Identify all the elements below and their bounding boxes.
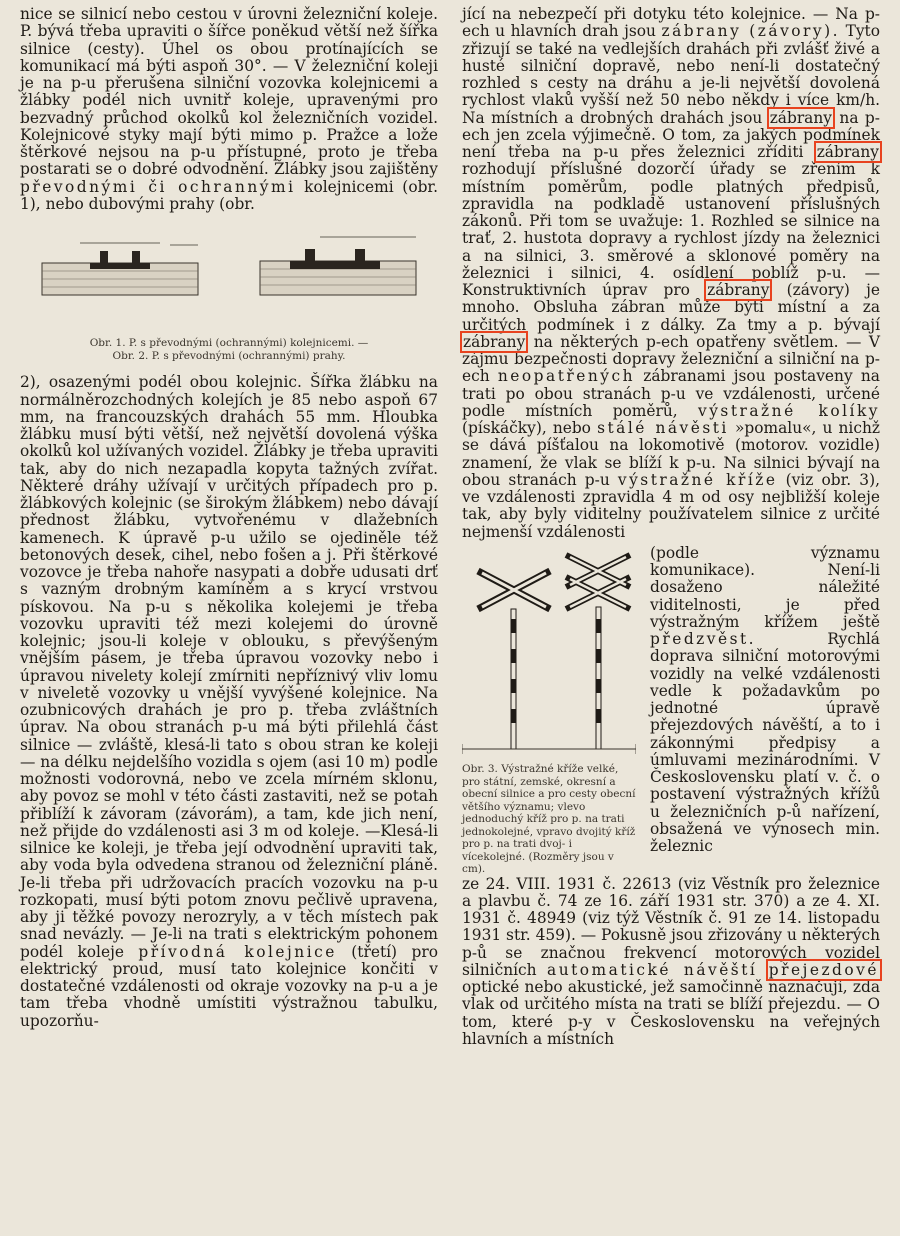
figure-3-wrap <box>462 545 880 876</box>
text-run: (pískáčky), nebo <box>462 419 591 437</box>
spaced-term: výstražné kříže <box>617 470 778 489</box>
text-run: nice se silnicí nebo cestou v úrovni železniční koleje. P. bývá třeba upraviti o šířce poněkud větší než šířka silnice (cesty). Úhel os obou protínajících se komunikací má býti aspoň 30°. — V železniční koleji je na p-u přerušena silniční vozovka kolejnicemi a žlábky podél nich uvnitř koleje, upravenými pro bezvadný průchod okolků kol železničních vozidel. Kolejnicové styky mají býti mimo p. Pražce a lože štěrkové nejsou na p-u přístupné, proto je třeba postarati se o dobré odvodnění. Žlábky jsou zajištěny <box>20 5 438 179</box>
text-run: zábranami jsou postaveny na trati po obou stranách p-u ve vzdálenosti, určené podle místních poměrů, <box>462 367 880 420</box>
spaced-term: přívodná kolejnice <box>138 942 337 961</box>
text-run: (viz obr. 3), ve vzdálenosti zpravidla 4 m od osy nejbližší koleje tak, aby byly viditelny používatelem silnice z určité nejmenší vzdálenosti <box>462 470 880 541</box>
figure-1-2 <box>20 223 438 362</box>
spaced-term: předzvěst. <box>650 630 757 648</box>
figure-3 <box>462 549 636 876</box>
text-run: na některých p-ech opatřeny světlem. — V zájmu bezpečnosti dopravy železniční a silniční na p-ech <box>462 332 880 386</box>
text-run: Tyto zřizují se také na vedlejších drahách při zvlášť živé a husté silniční dopravě, nebo není-li dostatečný rozhled s cesty na dráhu a je-li největší dovolená rychlost vlaků vyšší než 50 nebo někdy i více km/h. Na místních a drobných drahách jsou <box>462 22 880 127</box>
figure-caption <box>20 337 438 362</box>
spaced-term: stálé návěsti <box>597 419 729 437</box>
text-run: kolejnicemi (obr. 1), nebo dubovými prahy (obr. <box>20 177 438 213</box>
spaced-term: zábrany (závory). <box>661 22 841 41</box>
text-run: jící na nebezpečí při dotyku této kolejnice. — Na p-ech u hlavních drah jsou <box>462 5 880 41</box>
text-run: (třetí) pro elektrický proud, musí tato kolejnice končiti v dostatečné vzdálenosti od okraje vozovky na p-u a je tam třeba vhodně umístiti výstražnou tabulku, upozorňu- <box>20 942 438 1030</box>
text-run: ze 24. VIII. 1931 č. 22613 (viz Věstník pro železnice a plavbu č. 74 ze 16. září 1931 str. 370) a ze 4. XI. 1931 č. 48949 (viz týž Věstník č. 91 ze 14. listopadu 1931 str. 459). — Pokusně jsou zřizovány u některých p-ů se značnou frekvencí motorových vozidel silničních <box>462 874 880 979</box>
paragraph <box>462 876 880 1049</box>
paragraph <box>20 6 438 213</box>
left-column <box>20 6 438 1030</box>
text-run: 2), osazenými podél obou kolejnic. Šířka žlábku na normálněrozchodných kolejích je 85 nebo aspoň 67 mm, na francouzských drahách 55 mm. Hloubka žlábku musí býti větší, než největší dovolená výška okolků kol užívaných vozidel. Žlábky je třeba upraviti tak, aby do nich nezapadla kopyta tažných zvířat. Některé dráhy užívají v určitých případech pro p. žlábkových kolejnic (se širokým žlábkem) nebo dávají přednost žlábku, vytvořenému v dlažebních kamenech. K úpravě p-u užilo se ojediněle též betonových desek, cihel, nebo fošen a j. Při štěrkové vozovce je třeba nahoře nasypati a dobře udusati drť s vazným drobným kamíněm a s krycí vrstvou pískovou. Na p-u s několika kolejemi je třeba vozovku upraviti též mezi kolejemi do úrovně kolejnic; jsou-li koleje v oblouku, s převýšeným vnějším pásem, je třeba úpravou vozovky nebo i úpravou nivelety kolejí zmírniti nepříznivý vliv lomu v niveletě vozovky u vnější vyvýšené kolejnice. Na ozubnicových drahách je pro p. třeba zvláštních úprav. Na obou stranách p-u má býti přilehlá část silnice — zvláště, klesá-li tato s obou stran ke koleji — na délku nejdelšího vozidla s ojem (asi 10 m) podle možnosti vodorovná, nebo ve zcela mírném sklonu, aby povoz se mohl v této části zastaviti, než se potah přiblíží k závoram (závorám), a tam, kde jich není, než přijde do vzdálenosti asi 3 m od koleje. —Klesá-li silnice ke koleji, je třeba její odvodnění upraviti tak, aby voda byla odvedena stranou od železniční pláně. Je-li třeba při udržovacích pracích vozovku na p-u rozkopati, musí býti potom znovu pečlivě upravena, aby ji těžké povozy nerozryly, a v těch místech pak snad nevázly. — Je-li na trati s elektrickým pohonem podél koleje <box>20 373 438 961</box>
spaced-term: převodnými či ochrannými <box>20 177 296 196</box>
highlighted-term: zábrany <box>463 332 526 351</box>
spaced-term: automatické návěští <box>547 960 758 979</box>
highlighted-term: přejezdové <box>768 960 879 979</box>
text-run: na p-ech jen zcela výjimečně. O tom, za jakých podmínek není třeba na p-u přes železnici zříditi <box>462 108 880 161</box>
text-run: Rychlá doprava silniční motorovými vozidly na velké vzdálenosti vedle k požadavkům po jednotné úpravě přejezdových návěští, a to i zákonnými předpisy a úmluvami mezinárodními. V Československu platí v. č. o postavení výstražných křížů u železničních p-ů nařízení, obsažená ve výnosech min. železnic <box>650 630 880 855</box>
caption-line: Obr. 1. P. s převodnými (ochrannými) kolejnicemi. — <box>89 337 369 350</box>
warning-cross-illustration <box>462 549 636 759</box>
figure-2-drawing <box>260 237 416 295</box>
figure-caption: Obr. 3. Výstražné kříže velké, pro státní, zemské, okresní a obecní silnice a pro cesty obecní většího významu; vlevo jednoduchý kříž pro p. na trati jednokolejné, vpravo dvojitý kříž pro p. na trati dvoj- i vícekolejné. (Rozměry jsou v cm). <box>462 763 636 875</box>
single-cross-icon <box>478 571 550 749</box>
paragraph <box>20 374 438 1030</box>
highlighted-term: zábrany <box>707 281 770 299</box>
figure-1-drawing <box>42 243 198 295</box>
highlighted-term: zábrany <box>816 143 879 161</box>
paragraph <box>462 6 880 541</box>
highlighted-term: zábrany <box>769 108 832 127</box>
text-run: »pomalu«, u nichž se dává píšťalou na lokomotivě (motorov. vozidle) znamení, že vlak se blíží k p-u. Na silnici bývají na obou stranách p-u <box>462 419 880 489</box>
right-column <box>462 6 880 1048</box>
track-crossing-illustration <box>20 223 438 333</box>
text-run: (podle významu komunikace). Není-li dosaženo náležité viditelnosti, je před výstražným křížem ještě <box>650 543 880 631</box>
text-run: (závory) je mnoho. Obsluha zábran může býti místní a za určitých podmínek i z dálky. Za tmy a p. bývají <box>462 281 880 334</box>
spaced-term: výstražné kolíky <box>698 401 880 420</box>
text-run: optické nebo akustické, jež samočinně naznačují, zda vlak od určitého místa na trati se blíží přejezdu. — O tom, které p-y v Československu na veřejných hlavních a místních <box>462 978 880 1048</box>
text-run: rozhodují příslušné dozorčí úřady se zřením k místním poměrům, podle platných předpisů, zpravidla na podkladě ustanovení příslušných zákonů. Při tom se uvažuje: 1. Rozhled se silnice na trať, 2. hustota dopravy a rychlost jízdy na železnici a na silnici, 3. směrové a sklonové poměry na železnici i silnici, 4. osídlení poblíž p-u. — Konstruktivních úprav pro <box>462 160 880 299</box>
spaced-term: neopatřených <box>497 367 635 386</box>
double-cross-icon <box>566 555 630 749</box>
caption-line: Obr. 2. P. s převodnými (ochrannými) prahy. <box>112 349 346 362</box>
